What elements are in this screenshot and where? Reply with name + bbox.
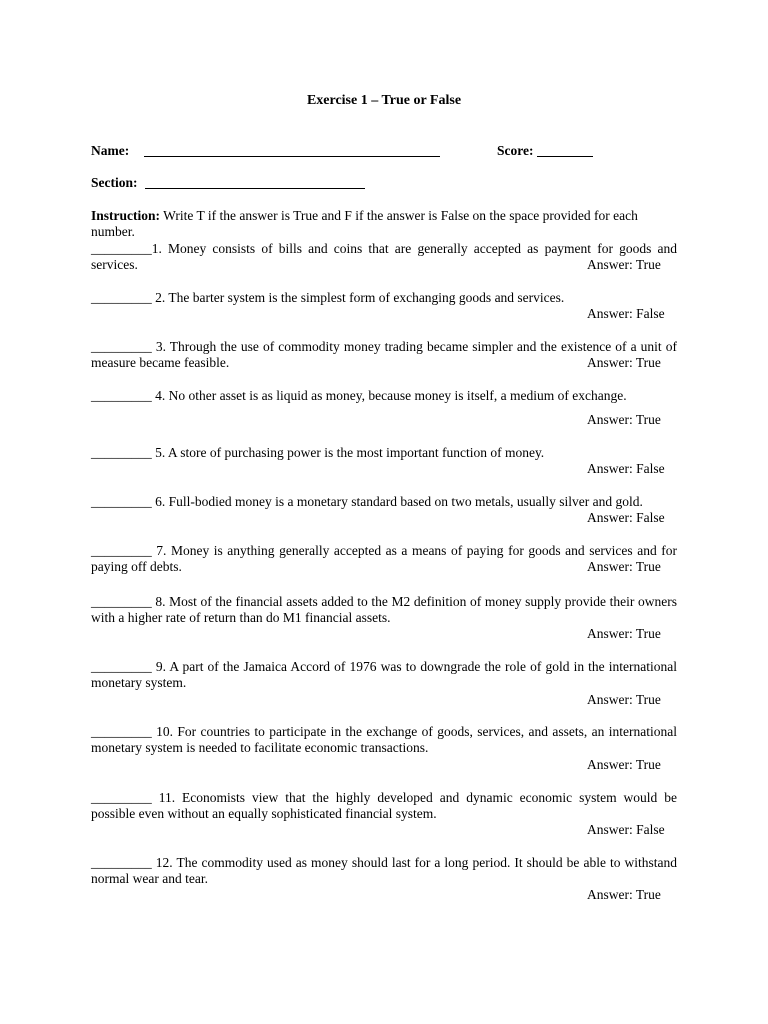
instruction-text: Write T if the answer is True and F if the answer is False on the space provided for each number. [91,208,638,239]
answer-key: Answer: True [587,412,661,427]
question-text: 12. The commodity used as money should last for a long period. It should be able to withstand normal wear and tear. [91,855,677,886]
question-text: 5. A store of purchasing power is the most important function of money. [151,445,545,460]
question-item [91,388,677,404]
question-text: 4. No other asset is as liquid as money, because money is itself, a medium of exchange. [151,388,627,403]
question-text: 8. Most of the financial assets added to the M2 definition of money supply provide their owners with a higher rate of return than do M1 financial assets. [91,594,677,625]
answer-blank: _________ [91,241,152,256]
answer-blank: _________ [91,659,152,674]
question-text: 7. Money is anything generally accepted as a means of paying for goods and services and for paying off debts. [91,543,677,574]
answer-blank: _________ [91,339,152,354]
answer-key: Answer: True [587,559,661,574]
answer-key: Answer: True [587,887,661,902]
answer-key: Answer: False [587,461,665,476]
name-label: Name: [91,143,130,158]
answer-blank: _________ [91,445,152,460]
answer-key: Answer: True [587,257,661,272]
question-item [91,594,677,626]
question-text: 3. Through the use of commodity money trading became simpler and the existence of a unit of measure became feasible. [91,339,677,370]
answer-key: Answer: True [587,626,661,641]
answer-key: Answer: True [587,757,661,772]
answer-blank: _________ [91,290,152,305]
answer-blank: _________ [91,594,152,609]
answer-key: Answer: False [587,306,665,321]
section-label: Section: [91,175,138,190]
question-text: 11. Economists view that the highly developed and dynamic economic system would be possible even without an equally sophisticated financial system. [91,790,677,821]
question-item [91,494,677,510]
page-title: Exercise 1 – True or False [306,93,462,108]
answer-key: Answer: True [587,355,661,370]
question-text: 1. Money consists of bills and coins that are generally accepted as payment for goods and services. [91,241,677,272]
instruction [91,208,677,240]
question-item [91,724,677,756]
score-label: Score: [497,143,534,158]
score-blank-line [537,143,593,157]
question-text: 9. A part of the Jamaica Accord of 1976 was to downgrade the role of gold in the international monetary system. [91,659,677,690]
section-blank-line [145,175,365,189]
answer-blank: _________ [91,543,152,558]
answer-key: Answer: False [587,510,665,525]
question-item [91,290,677,306]
answer-blank: _________ [91,855,152,870]
answer-blank: _________ [91,388,152,403]
question-text: 6. Full-bodied money is a monetary standard based on two metals, usually silver and gold. [151,494,643,509]
question-item [91,445,677,461]
question-item [91,659,677,691]
question-text: 10. For countries to participate in the exchange of goods, services, and assets, an international monetary system is needed to facilitate economic transactions. [91,724,677,755]
answer-blank: _________ [91,790,152,805]
answer-key: Answer: False [587,822,665,837]
answer-blank: _________ [91,724,152,739]
question-text: 2. The barter system is the simplest form of exchanging goods and services. [151,290,565,305]
name-blank-line [144,143,440,157]
question-item [91,855,677,887]
question-item [91,790,677,822]
answer-blank: _________ [91,494,152,509]
instruction-label: Instruction: [91,208,161,223]
answer-key: Answer: True [587,692,661,707]
